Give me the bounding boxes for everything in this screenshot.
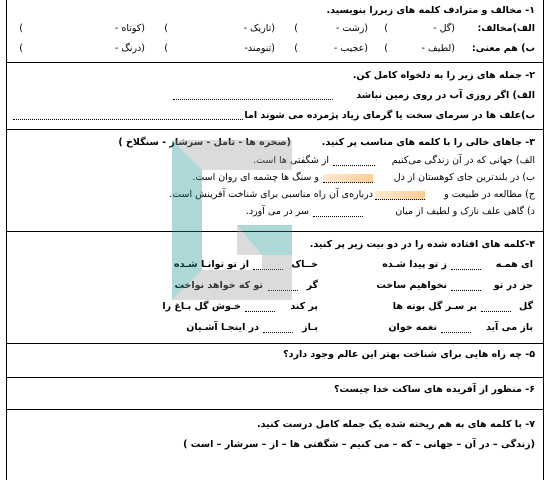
q3-b-pre: ب) در بلندترین جای کوهستان از دل [393, 172, 535, 183]
q4-r1-left2: از تو توانـا شـده [173, 259, 249, 270]
q4-r2-left: گر [306, 280, 318, 291]
q3-title: ۳- جاهای خالی را با کلمه های مناسب پر کنید. [321, 137, 535, 148]
q3-c-pre: ج) مطالعه در طبیعت و [444, 189, 535, 200]
q1-a-item: (گل - [433, 23, 455, 34]
q1-a-item: (تاریک - [243, 23, 275, 34]
q1-title: ۱- مخالف و مترادف کلمه های زیررا بنویسید. [326, 5, 535, 16]
q4-r3-left2: خـوش گل بـاغ را [162, 301, 241, 312]
q3-a-pre: الف) جهانی که در آن زندگی می‌کنیم [391, 155, 535, 166]
q4-r3-left: پر کند [290, 301, 318, 312]
q4-r3-right2: بر سـر گل بوته ها [392, 301, 477, 312]
q4-r2-blank-a [451, 282, 481, 291]
q1-a-item: ) [294, 23, 298, 34]
q3-a-blank [333, 157, 375, 166]
q1-b-item: (تنومند- [244, 43, 275, 54]
q1-b-item: ) [294, 43, 298, 54]
q3-a-post: از شگفتی ها است. [253, 155, 329, 166]
q7-title: ۷- با کلمه های به هم ریخته شده یک جمله کامل درست کنید. [256, 419, 535, 430]
question-3 [7, 130, 543, 232]
q4-r4-right: باز می آید [485, 322, 533, 333]
q7-word-list: (زندگی – در آن – جهانی – که – می کنیم – شگفتی ها – از – سرشار – است ) [183, 439, 535, 450]
q4-r1-blank-a [451, 261, 481, 270]
q1-row-b-label: ب) هم معنی: [471, 43, 535, 54]
q2-a: الف) اگر روزی آب در روی زمین نباشد [356, 90, 535, 101]
q4-title: ۴-کلمه های افتاده شده را در دو بیت زیر پر کنید. [309, 239, 535, 250]
q4-r2-left2: تو که خواهد نواخت [174, 280, 263, 291]
q1-b-item: ) [384, 43, 388, 54]
q1-a-item: (زشت - [335, 23, 368, 34]
q1-b-item: (درنگ - [114, 43, 145, 54]
q3-d-post: سر در می آورد. [245, 206, 309, 217]
q4-r3-right: گل [518, 301, 533, 312]
q1-a-item: (کوتاه - [114, 23, 145, 34]
q4-r4-left: بـاز [302, 322, 318, 333]
q1-a-item: ) [384, 23, 388, 34]
q2-b-blank [13, 111, 243, 120]
q1-a-item: ) [164, 23, 168, 34]
q4-r1-right2: ز تو پیدا شـده [382, 259, 447, 270]
q4-r2-right: جز در تو [493, 280, 533, 291]
q3-b-post: و سنگ ها چشمه ای روان است. [192, 172, 319, 183]
q4-r4-blank-a [441, 324, 471, 333]
question-5 [7, 344, 543, 378]
exam-page [6, 0, 544, 480]
q3-b-blank [323, 174, 373, 183]
q1-a-item: ) [19, 23, 23, 34]
q1-row-a-label: الف)مخالف: [477, 23, 535, 34]
q3-c-blank [375, 191, 425, 200]
q2-b: ب)علف ها در سرمای سخت یا گرمای زیاد پژمرده می شوند اما [244, 110, 535, 121]
q4-r2-right2: نخواهیم ساخت [376, 280, 447, 291]
question-4 [7, 232, 543, 344]
q4-r1-blank-b [253, 261, 283, 270]
q4-r1-left: خــاک [291, 259, 318, 270]
question-1 [7, 0, 543, 63]
q2-title: ۲- جمله های زیر را به دلخواه کامل کن. [352, 70, 535, 81]
q4-r4-left2: در اینجـا آشـیان [186, 322, 259, 333]
q3-d-pre: د) گاهی علف نازک و لطیف از میان [395, 206, 535, 217]
q1-b-item: (لطیف - [421, 43, 455, 54]
q2-a-blank [173, 91, 333, 100]
q3-word-bank: (صخره ها - تامل - سرشار - سنگلاخ ) [118, 137, 291, 148]
question-2 [7, 63, 543, 130]
q4-r4-right2: نغمه خوان [388, 322, 437, 333]
q1-b-item: ) [19, 43, 23, 54]
q4-r4-blank-b [263, 324, 293, 333]
q4-r3-blank-a [481, 303, 511, 312]
question-7 [7, 410, 543, 480]
q4-r3-blank-b [245, 303, 275, 312]
q4-r1-right: ای همـه [495, 259, 533, 270]
q4-r2-blank-b [268, 282, 298, 291]
q3-d-blank [313, 208, 363, 217]
q6-title: ۶- منظور از آفریده های ساکت خدا چیست؟ [333, 384, 535, 395]
q3-c-post: درباره‌ی آن راه مناسبی برای شناخت آفرینش است. [169, 189, 373, 200]
question-6 [7, 378, 543, 410]
q5-title: ۵- چه راه هایی برای شناخت بهتر این عالم وجود دارد؟ [283, 349, 535, 360]
q1-b-item: ) [164, 43, 168, 54]
q1-b-item: (عجیب - [333, 43, 368, 54]
